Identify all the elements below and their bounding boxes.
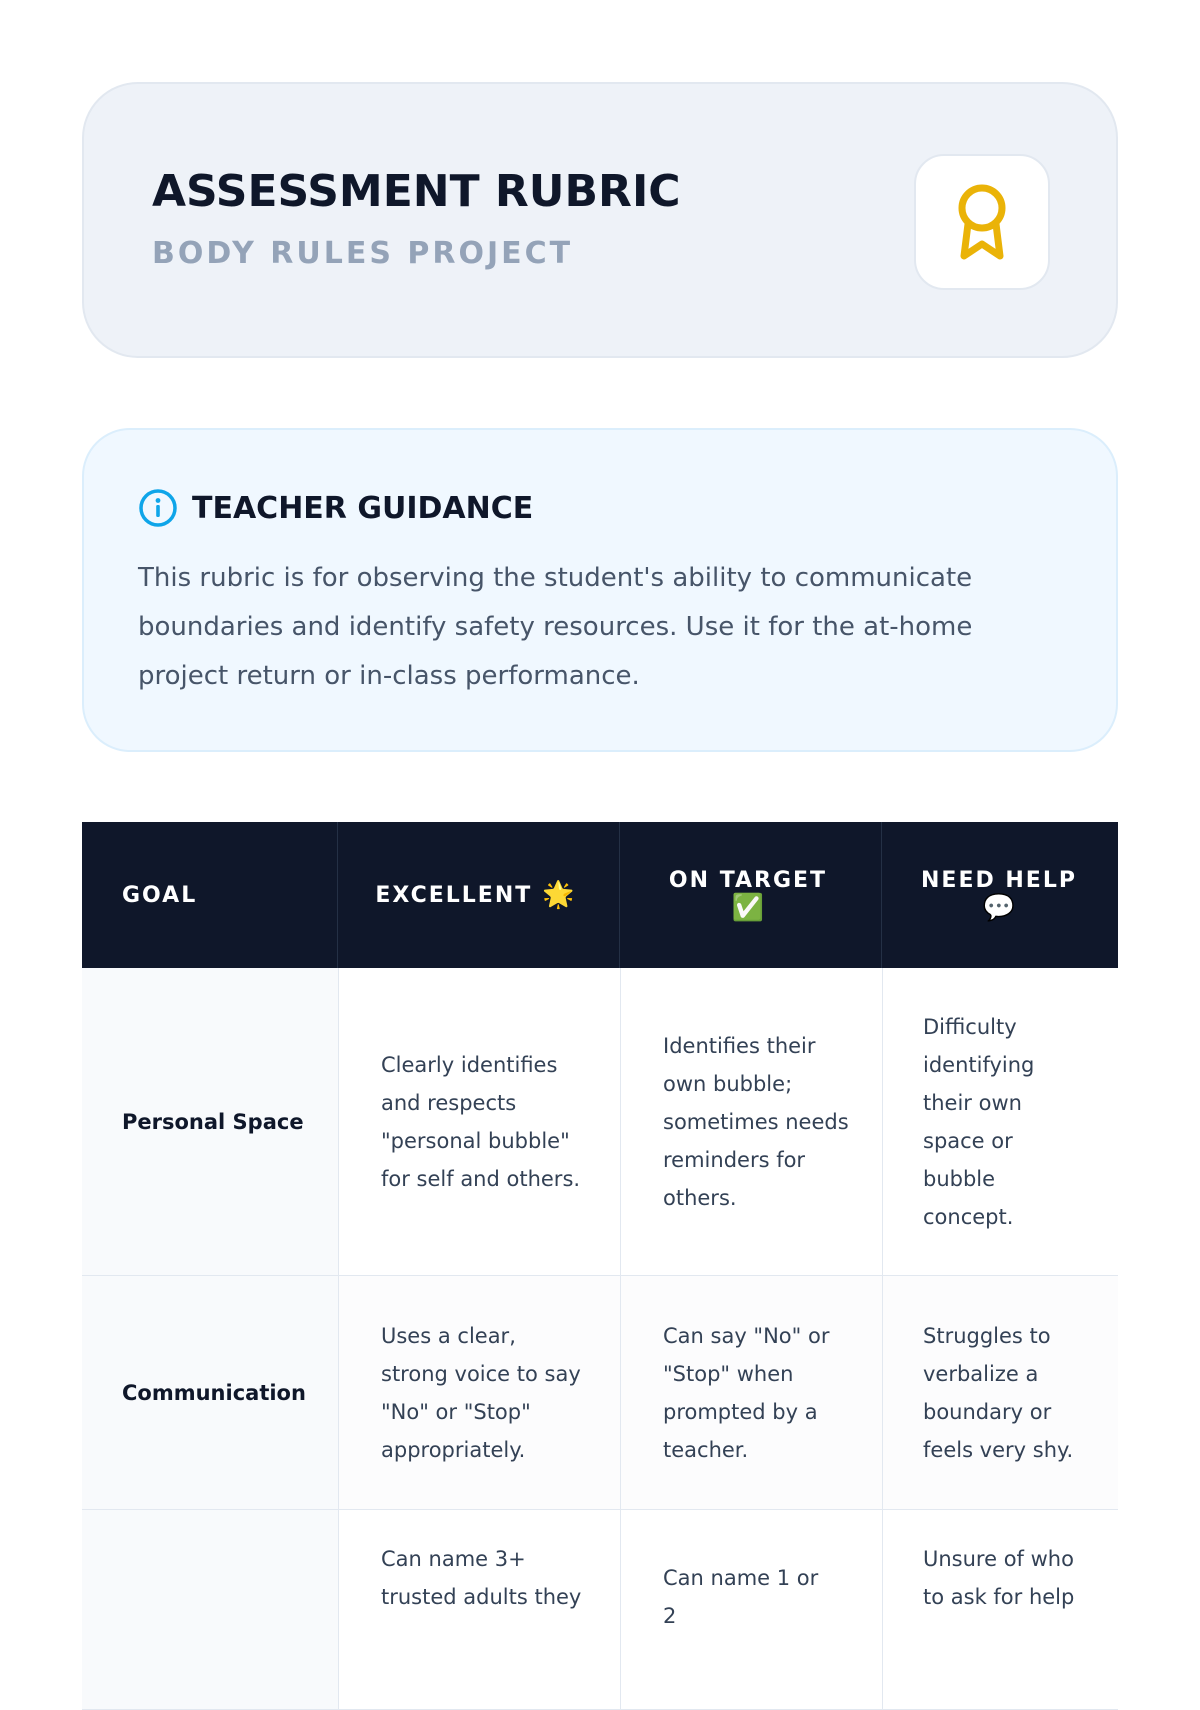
need-help-cell: Difficulty identifying their own space or bubble concept. xyxy=(882,968,1118,1275)
check-icon: ✅ xyxy=(731,892,765,923)
guidance-title: TEACHER GUIDANCE xyxy=(192,490,534,526)
goal-cell xyxy=(82,1510,338,1709)
need-help-cell: Unsure of who to ask for help xyxy=(882,1510,1118,1709)
page-title: ASSESSMENT RUBRIC xyxy=(152,166,681,217)
column-header-on-target: ON TARGET ✅ xyxy=(668,867,828,923)
teacher-guidance-card xyxy=(82,428,1118,752)
need-help-cell: Struggles to verbalize a boundary or feels very shy. xyxy=(882,1276,1118,1509)
on-target-cell: Identifies their own bubble; sometimes needs reminders for others. xyxy=(620,968,882,1275)
page-subtitle: BODY RULES PROJECT xyxy=(152,236,574,271)
info-circle-icon xyxy=(138,488,178,528)
column-header-goal: GOAL xyxy=(122,882,198,908)
table-row xyxy=(82,1276,1118,1510)
excellent-cell: Clearly identifies and respects "personal bubble" for self and others. xyxy=(338,968,620,1275)
excellent-cell: Uses a clear, strong voice to say "No" or "Stop" appropriately. xyxy=(338,1276,620,1509)
goal-cell: Personal Space xyxy=(82,968,338,1275)
header-divider xyxy=(337,822,338,968)
badge-box xyxy=(914,154,1050,290)
on-target-cell: Can say "No" or "Stop" when prompted by a teacher. xyxy=(620,1276,882,1509)
table-row xyxy=(82,968,1118,1276)
table-row xyxy=(82,1510,1118,1710)
header-card xyxy=(82,82,1118,358)
award-ribbon-icon xyxy=(954,182,1010,262)
guidance-heading xyxy=(138,488,533,528)
column-header-excellent: EXCELLENT 🌟 xyxy=(375,880,575,910)
header-divider xyxy=(881,822,882,968)
star-icon: 🌟 xyxy=(542,880,575,910)
header-divider xyxy=(619,822,620,968)
table-header xyxy=(82,822,1118,968)
rubric-table xyxy=(82,822,1118,1628)
on-target-cell: Can name 1 or 2 xyxy=(620,1510,882,1709)
column-header-need-help: NEED HELP 💬 xyxy=(921,867,1077,923)
goal-cell: Communication xyxy=(82,1276,338,1509)
excellent-cell: Can name 3+ trusted adults they xyxy=(338,1510,620,1709)
guidance-text: This rubric is for observing the student's ability to communicate boundaries and identify safety resources. Use it for the at-home project return or in-class performance. xyxy=(138,563,973,691)
speech-bubble-icon: 💬 xyxy=(982,892,1016,923)
